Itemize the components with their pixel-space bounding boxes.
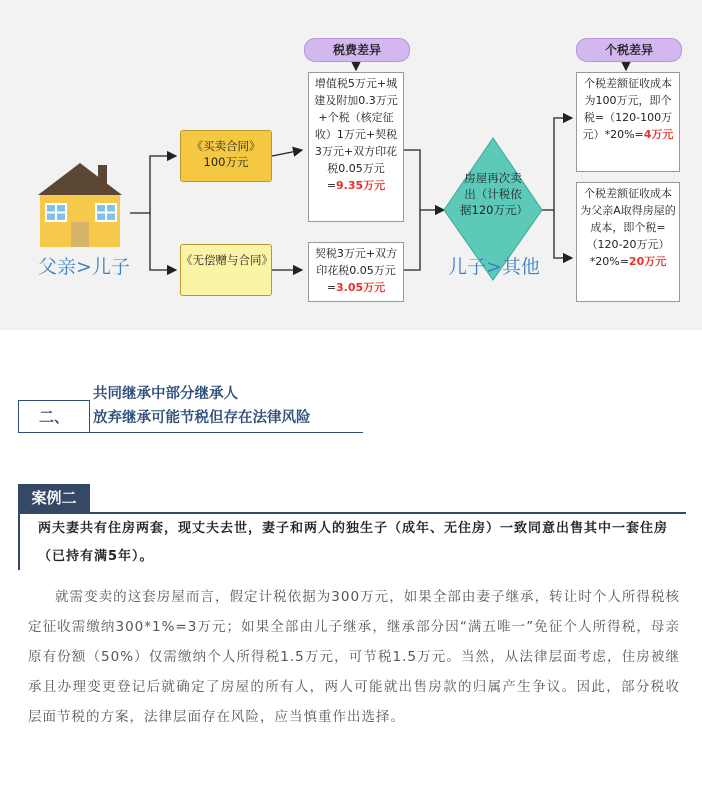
section-title	[93, 382, 311, 430]
sale-tax-box	[308, 72, 404, 222]
case-divider	[18, 512, 686, 514]
case-label: 案例二	[18, 484, 90, 512]
house-icon	[38, 163, 122, 247]
section-title-line-1: 共同继承中部分继承人	[93, 386, 238, 402]
gift-tax-text: 契税3万元+双方印花税0.05万元=	[314, 247, 398, 294]
gift-tax-box	[308, 242, 404, 302]
case-summary: 两夫妻共有住房两套，现丈夫去世，妻子和两人的独生子（成年、无住房）一致同意出售其中一套住房（已持有满5年）。	[38, 521, 669, 564]
sale-tax-text: 增值税5万元+城建及附加0.3万元+个税（核定征收）1万元+契税3万元+双方印花税0.05万元=	[314, 77, 398, 192]
house-label: 父亲>儿子	[38, 256, 130, 278]
pt2-total: 20万元	[628, 255, 667, 268]
case-side-bar	[18, 514, 20, 570]
body-paragraph: 就需变卖的这套房屋而言，假定计税依据为300万元，如果全部由妻子继承，转让时个人所得税核定征收需缴纳300*1%=3万元；如果全部由儿子继承，继承部分因“满五唯一”免征个人所得税，母亲原有份额（50%）仅需缴纳个人所得税1.5万元，可节税1.5万元。当然，从法律层面考虑，住房被继承且办理变更登记后就确定了房屋的所有人，两人可能就出售房款的归属产生争议。因此，部分税收层面节税的方案，法律层面存在风险，应当慎重作出选择。	[28, 589, 680, 725]
gift-tax-total: 3.05万元	[336, 281, 386, 294]
resale-text: 房屋再次卖出（计税依据120万元）	[460, 171, 528, 217]
section-heading	[18, 382, 363, 434]
tax-diff-pill: 税费差异	[304, 38, 410, 62]
pt1-text: 个税差额征收成本为100万元，即个税=（120-100万元）*20%=	[582, 77, 673, 141]
personal-tax-box-2	[576, 182, 680, 302]
section-title-line-2: 放弃继承可能节税但存在法律风险	[93, 410, 311, 426]
personal-tax-pill: 个税差异	[576, 38, 682, 62]
section-underline	[90, 432, 363, 433]
sale-tax-total: 9.35万元	[336, 179, 386, 192]
pt1-total: 4万元	[643, 128, 674, 141]
personal-tax-box-1	[576, 72, 680, 172]
tax-flow-diagram	[0, 0, 702, 330]
pt2-text: 个税差额征收成本为父亲A取得房屋的成本，即个税=（120-20万元）*20%=	[580, 187, 676, 268]
section-number: 二、	[18, 400, 90, 433]
gift-contract-text: 《无偿赠与合同》	[181, 253, 273, 267]
gift-contract-box	[180, 244, 272, 296]
sale-contract-text: 《买卖合同》100万元	[191, 139, 261, 169]
sale-contract-box	[180, 130, 272, 182]
son-label: 儿子>其他	[448, 256, 540, 278]
